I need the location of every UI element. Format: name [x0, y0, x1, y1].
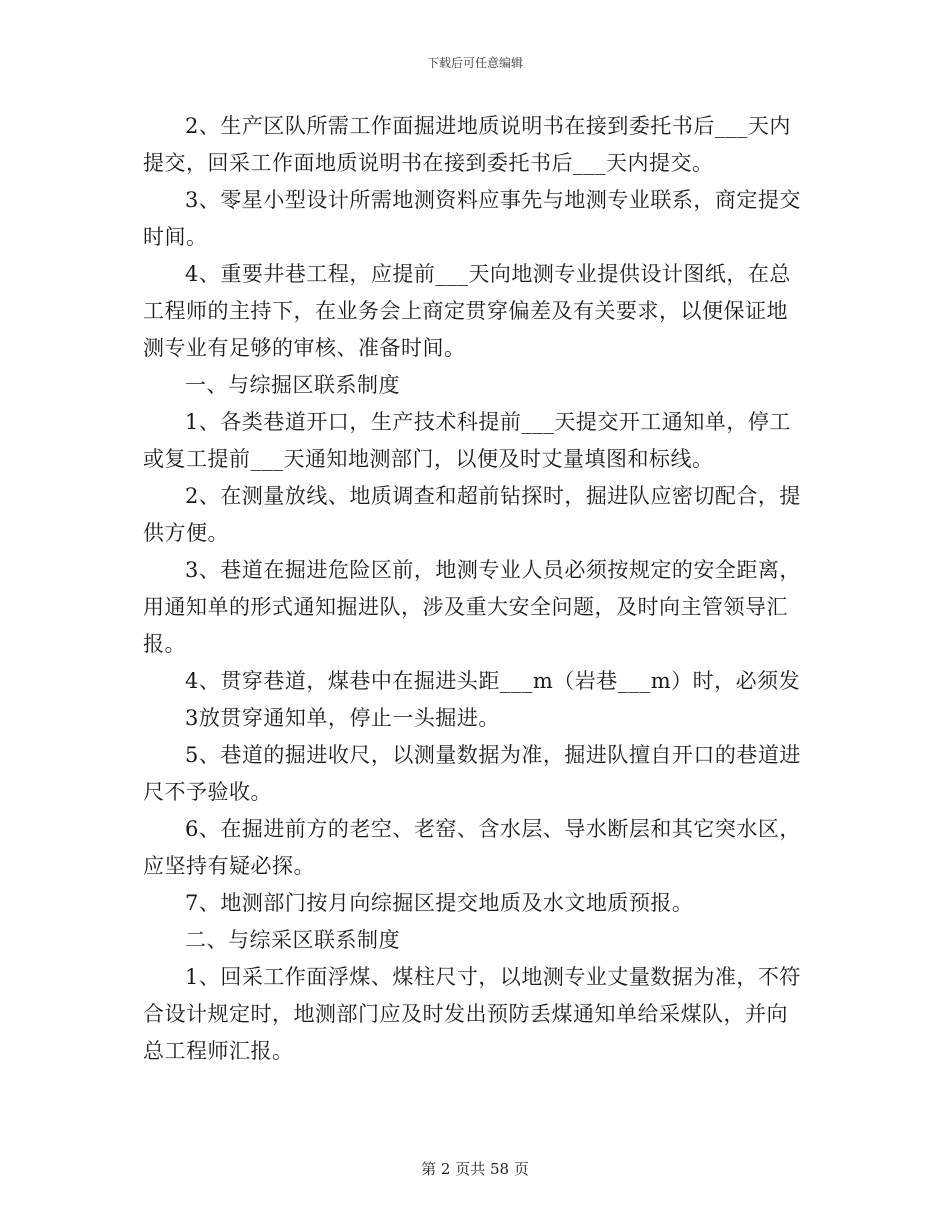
paragraph-tunnel-opening: 1、各类巷道开口，生产技术科提前___天提交开工通知单，停工或复工提前___天通知地测部门，以便及时丈量填图和标线。 — [143, 410, 791, 471]
page-header: 下载后可任意编辑 — [426, 56, 523, 70]
page-footer: 第 2 页共 58 页 — [421, 1160, 529, 1178]
paragraph-coal-pillar: 1、回采工作面浮煤、煤柱尺寸，以地测专业丈量数据为准，不符合设计规定时，地测部门应及时发出预防丢煤通知单给采煤队，并向总工程师汇报。 — [143, 965, 801, 1063]
paragraph-danger-zone: 3、巷道在掘进危险区前，地测专业人员必须按规定的安全距离，用通知单的形式通知掘进队，涉及重大安全问题，及时向主管领导汇报。 — [143, 558, 801, 656]
section-heading-mining: 二、与综采区联系制度 — [185, 928, 400, 952]
paragraph-footage-acceptance: 5、巷道的掘进收尺，以测量数据为准，掘进队擅自开口的巷道进尺不予验收。 — [143, 743, 801, 804]
paragraph-through-tunnel: 4、贯穿巷道，煤巷中在掘进头距___m（岩巷___m）时，必须发 — [185, 669, 801, 693]
document-body — [143, 108, 807, 1070]
paragraph-item-3-small-design: 3、零星小型设计所需地测资料应事先与地测专业联系，商定提交时间。 — [143, 188, 801, 249]
paragraph-water-exploration: 6、在掘进前方的老空、老窑、含水层、导水断层和其它突水区，应坚持有疑必探。 — [143, 817, 801, 878]
paragraph-monthly-forecast: 7、地测部门按月向综掘区提交地质及水文地质预报。 — [185, 891, 694, 915]
section-heading-tunneling: 一、与综掘区联系制度 — [185, 373, 400, 397]
paragraph-survey-cooperation: 2、在测量放线、地质调查和超前钻探时，掘进队应密切配合，提供方便。 — [143, 484, 801, 545]
paragraph-item-4-major-shaft: 4、重要井巷工程，应提前___天向地测专业提供设计图纸，在总工程师的主持下，在业务会上商定贯穿偏差及有关要求，以便保证地测专业有足够的审核、准备时间。 — [143, 262, 791, 360]
paragraph-item-2-report-time: 2、生产区队所需工作面掘进地质说明书在接到委托书后___天内提交，回采工作面地质说明书在接到委托书后___天内提交。 — [143, 114, 791, 175]
paragraph-through-notice: 3放贯穿通知单，停止一头掘进。 — [185, 706, 500, 730]
